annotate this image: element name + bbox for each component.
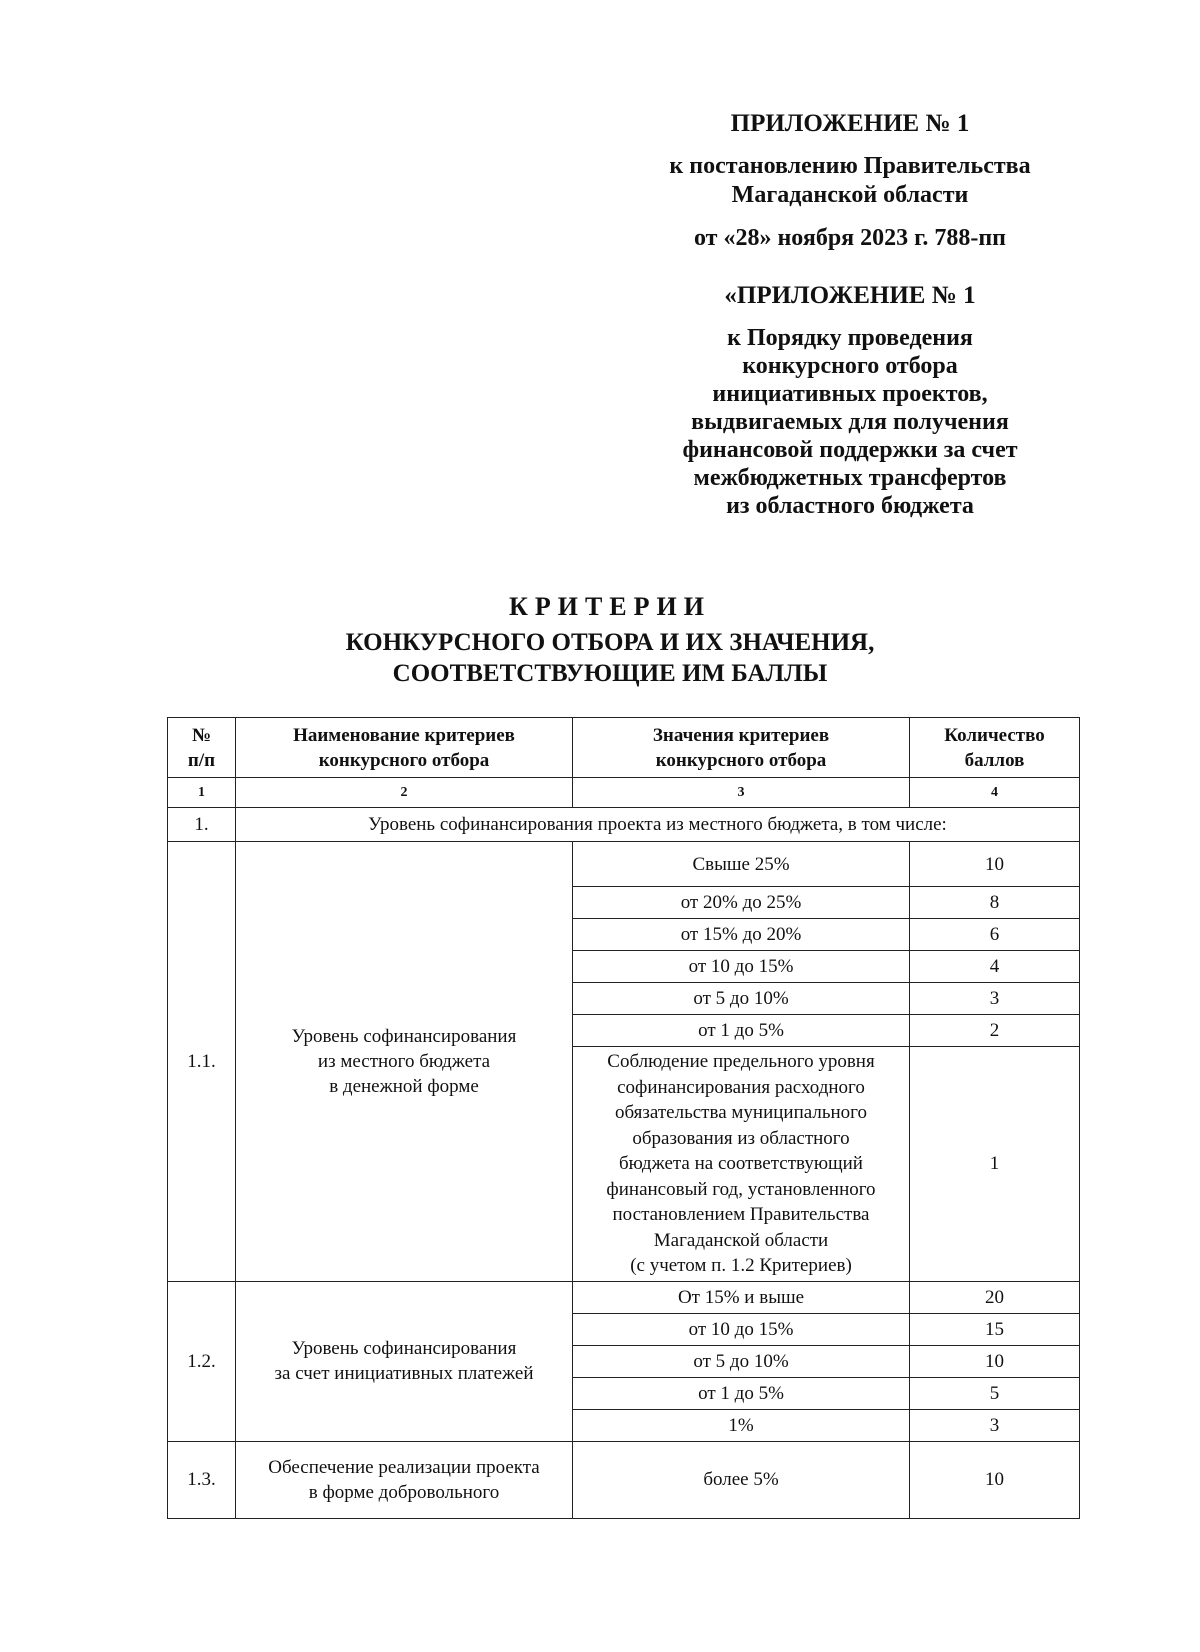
- criterion-value: от 10 до 15%: [573, 951, 910, 983]
- order-line: выдвигаемых для получения: [691, 409, 1009, 435]
- header-no: № п/п: [168, 718, 236, 778]
- criterion-name: Уровень софинансирования за счет инициативных платежей: [236, 1281, 573, 1441]
- order-line: к Порядку проведения: [727, 325, 973, 351]
- header-points: Количество баллов: [910, 718, 1080, 778]
- criterion-value: от 5 до 10%: [573, 1345, 910, 1377]
- order-line: инициативных проектов,: [712, 381, 988, 407]
- criterion-value: от 1 до 5%: [573, 1377, 910, 1409]
- criterion-points: 10: [910, 842, 1080, 887]
- column-numbers-row: [168, 778, 1080, 808]
- order-line: межбюджетных трансфертов: [693, 465, 1007, 491]
- criterion-points: 3: [910, 983, 1080, 1015]
- column-number: 4: [910, 778, 1080, 808]
- table-row: [168, 1441, 1080, 1518]
- section-row: [168, 808, 1080, 842]
- order-reference: [600, 324, 1100, 520]
- criterion-points: 20: [910, 1281, 1080, 1313]
- row-number: 1.1.: [168, 842, 236, 1282]
- table-row: [168, 1281, 1080, 1313]
- criterion-value: от 5 до 10%: [573, 983, 910, 1015]
- criterion-value: 1%: [573, 1409, 910, 1441]
- table-header-row: [168, 718, 1080, 778]
- document-subtitle: [160, 627, 1060, 689]
- criterion-value: от 10 до 15%: [573, 1313, 910, 1345]
- section-number: 1.: [168, 808, 236, 842]
- order-line: конкурсного отбора: [742, 353, 958, 379]
- subtitle-line: КОНКУРСНОГО ОТБОРА И ИХ ЗНАЧЕНИЯ,: [345, 629, 875, 656]
- order-line: финансовой поддержки за счет: [682, 437, 1018, 463]
- header-value: Значения критериев конкурсного отбора: [573, 718, 910, 778]
- criterion-points: 3: [910, 1409, 1080, 1441]
- criterion-points: 10: [910, 1345, 1080, 1377]
- subtitle-line: СООТВЕТСТВУЮЩИЕ ИМ БАЛЛЫ: [392, 660, 828, 687]
- resolution-date: от «28» ноября 2023 г. 788-пп: [694, 225, 1006, 251]
- column-number: 2: [236, 778, 573, 808]
- criterion-points: 15: [910, 1313, 1080, 1345]
- appendix-heading-2: «ПРИЛОЖЕНИЕ № 1: [724, 282, 976, 309]
- criterion-value: от 1 до 5%: [573, 1015, 910, 1047]
- criterion-points: 8: [910, 887, 1080, 919]
- criterion-value-long: Соблюдение предельного уровня софинансирования расходного обязательства муниципального образования из областного бюджета на соответствующий финансовый год, установленного постановлением Правительства Магаданской области (с учетом п. 1.2 Критериев): [573, 1047, 910, 1282]
- resolution-line: Магаданской области: [731, 182, 969, 208]
- document-title: КРИТЕРИИ: [509, 592, 711, 621]
- criterion-points: 4: [910, 951, 1080, 983]
- row-number: 1.3.: [168, 1441, 236, 1518]
- criterion-value: от 15% до 20%: [573, 919, 910, 951]
- criterion-value: От 15% и выше: [573, 1281, 910, 1313]
- criterion-points: 5: [910, 1377, 1080, 1409]
- appendix-heading: ПРИЛОЖЕНИЕ № 1: [730, 110, 970, 137]
- section-title: Уровень софинансирования проекта из местного бюджета, в том числе:: [236, 808, 1080, 842]
- column-number: 1: [168, 778, 236, 808]
- order-line: из областного бюджета: [726, 493, 974, 519]
- resolution-line: к постановлению Правительства: [669, 153, 1031, 179]
- criterion-name: Обеспечение реализации проекта в форме добровольного: [236, 1441, 573, 1518]
- header-name: Наименование критериев конкурсного отбора: [236, 718, 573, 778]
- row-number: 1.2.: [168, 1281, 236, 1441]
- criterion-value: Свыше 25%: [573, 842, 910, 887]
- criteria-table: [167, 717, 1080, 1519]
- criterion-points: 6: [910, 919, 1080, 951]
- criterion-points: 2: [910, 1015, 1080, 1047]
- criterion-value: от 20% до 25%: [573, 887, 910, 919]
- table-row: [168, 842, 1080, 887]
- criterion-points: 10: [910, 1441, 1080, 1518]
- resolution-reference: [600, 152, 1100, 210]
- criterion-value: более 5%: [573, 1441, 910, 1518]
- criterion-name: Уровень софинансирования из местного бюджета в денежной форме: [236, 842, 573, 1282]
- criterion-points: 1: [910, 1047, 1080, 1282]
- column-number: 3: [573, 778, 910, 808]
